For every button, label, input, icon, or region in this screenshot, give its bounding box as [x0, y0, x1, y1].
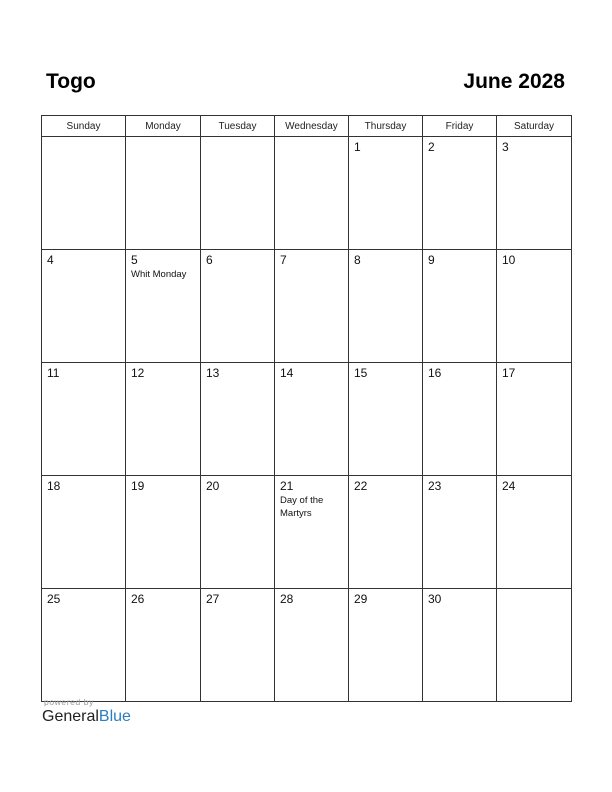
week-row	[42, 476, 572, 589]
day-cell	[42, 476, 126, 589]
holiday-label: Whit Monday	[131, 269, 187, 280]
day-number: 5	[131, 253, 138, 267]
day-number: 26	[131, 592, 145, 606]
day-cell	[201, 250, 275, 363]
country-title: Togo	[46, 70, 96, 93]
day-number: 17	[502, 366, 516, 380]
weekday-thursday: Thursday	[349, 116, 423, 137]
day-number: 24	[502, 479, 516, 493]
day-number: 8	[354, 253, 361, 267]
weekday-tuesday: Tuesday	[201, 116, 275, 137]
day-number: 16	[428, 366, 442, 380]
day-number: 18	[47, 479, 61, 493]
day-number: 15	[354, 366, 368, 380]
day-number: 14	[280, 366, 294, 380]
day-cell	[42, 137, 126, 250]
day-cell	[42, 363, 126, 476]
day-number: 1	[354, 140, 361, 154]
day-number: 10	[502, 253, 516, 267]
day-number: 20	[206, 479, 220, 493]
day-cell	[497, 476, 572, 589]
day-cell	[423, 137, 497, 250]
day-number: 28	[280, 592, 294, 606]
day-cell	[275, 476, 349, 589]
day-cell	[423, 363, 497, 476]
brand-general: General	[42, 708, 99, 725]
day-number: 19	[131, 479, 145, 493]
day-cell	[126, 137, 201, 250]
day-number: 3	[502, 140, 509, 154]
day-cell	[275, 363, 349, 476]
day-number: 29	[354, 592, 368, 606]
day-cell	[42, 589, 126, 702]
day-cell	[423, 476, 497, 589]
day-number: 9	[428, 253, 435, 267]
day-number: 21	[280, 479, 294, 493]
day-cell	[275, 589, 349, 702]
weekday-sunday: Sunday	[42, 116, 126, 137]
day-number: 13	[206, 366, 220, 380]
day-cell	[42, 250, 126, 363]
day-cell	[201, 363, 275, 476]
day-cell	[126, 250, 201, 363]
day-cell	[201, 476, 275, 589]
calendar-grid	[41, 115, 572, 702]
powered-by-label: powered by	[44, 697, 94, 707]
day-cell	[349, 137, 423, 250]
day-number: 7	[280, 253, 287, 267]
weekday-header-row	[42, 116, 572, 137]
week-row	[42, 250, 572, 363]
week-row	[42, 363, 572, 476]
day-number: 30	[428, 592, 442, 606]
day-number: 22	[354, 479, 368, 493]
weekday-monday: Monday	[126, 116, 201, 137]
holiday-label: Day of the Martyrs	[280, 495, 324, 519]
day-number: 27	[206, 592, 220, 606]
day-cell	[497, 589, 572, 702]
day-cell	[349, 589, 423, 702]
month-title: June 2028	[463, 70, 565, 93]
day-number: 4	[47, 253, 54, 267]
day-cell	[275, 137, 349, 250]
day-cell	[201, 589, 275, 702]
day-number: 12	[131, 366, 145, 380]
day-number: 2	[428, 140, 435, 154]
day-cell	[497, 137, 572, 250]
day-cell	[349, 476, 423, 589]
day-cell	[423, 250, 497, 363]
brand-logo	[42, 708, 131, 726]
week-row	[42, 137, 572, 250]
brand-blue: Blue	[98, 708, 131, 725]
day-cell	[201, 137, 275, 250]
day-number: 11	[47, 366, 60, 380]
weekday-friday: Friday	[423, 116, 497, 137]
weekday-saturday: Saturday	[497, 116, 572, 137]
day-cell	[275, 250, 349, 363]
day-number: 23	[428, 479, 442, 493]
day-cell	[349, 363, 423, 476]
day-cell	[349, 250, 423, 363]
weekday-wednesday: Wednesday	[275, 116, 349, 137]
day-number: 6	[206, 253, 213, 267]
day-cell	[497, 250, 572, 363]
day-cell	[126, 363, 201, 476]
day-cell	[497, 363, 572, 476]
day-cell	[423, 589, 497, 702]
day-cell	[126, 476, 201, 589]
week-row	[42, 589, 572, 702]
day-number: 25	[47, 592, 61, 606]
day-cell	[126, 589, 201, 702]
